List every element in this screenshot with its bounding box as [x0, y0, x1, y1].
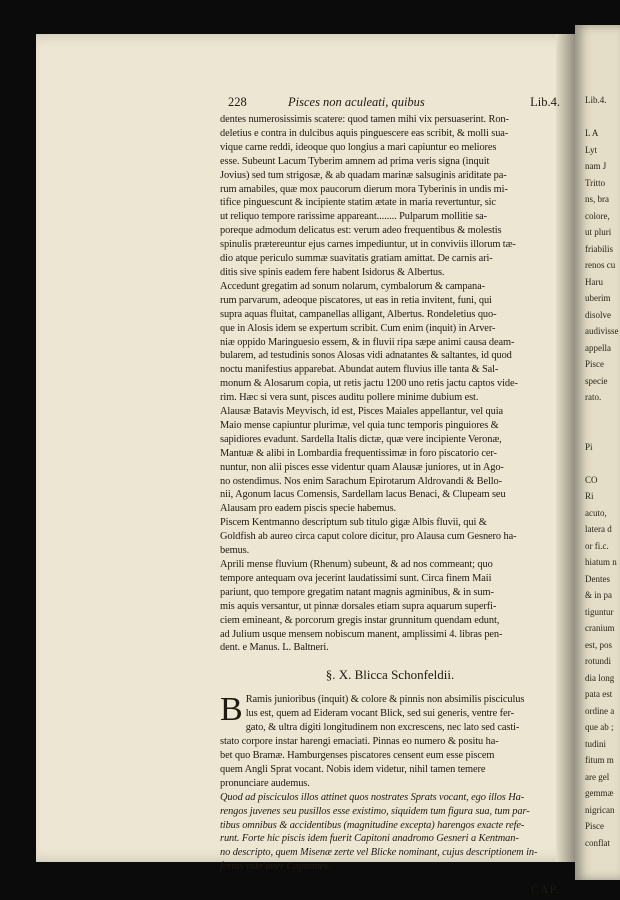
facing-page-line: or fi.c. — [585, 540, 609, 551]
facing-page-line: Haru — [585, 276, 603, 287]
text-line: quem Angli Sprat vocant. Nobis idem videtur, nihil tamen temere — [220, 763, 486, 775]
facing-page-line: & in pa — [585, 590, 612, 600]
facing-page-line: rato. — [585, 392, 602, 402]
facing-page-line: acuto, — [585, 507, 607, 518]
section-title: §. X. Blicca Schonfeldii. — [325, 667, 455, 683]
text-line: Quod ad pisciculos illos attinet quos nostrates Sprats vocant, ego illos Ha- — [220, 791, 525, 803]
text-line: Mantuæ & alibi in Lombardia frequentissimæ in foro piscatorio cer- — [220, 447, 497, 459]
body-text — [220, 113, 560, 655]
text-line: mis aquis versantur, ut pinnæ dorsales etiam supra aquarum superfi- — [220, 600, 497, 612]
facing-page-line: friabilis — [585, 243, 613, 254]
text-line: Alausæ Batavis Meyvisch, id est, Pisces Maiales appellantur, vel quia — [220, 406, 503, 418]
facing-page-line: Pisce — [585, 359, 604, 369]
facing-page-line: audivisse — [585, 326, 619, 336]
facing-page-line: Dentes — [585, 573, 610, 584]
section-text — [220, 693, 560, 874]
facing-page-line: pata est — [585, 689, 613, 699]
text-line: pariunt, quo tempore gregatim natant magnis agminibus, & in sum- — [220, 586, 494, 598]
text-line: bemus. — [220, 545, 250, 557]
facing-page-line: Pi — [585, 441, 593, 452]
facing-page-line: are gel — [585, 771, 610, 782]
text-line: ad Julium usque mensem nobiscum manent, amplissimi 4. libras pen- — [220, 628, 503, 640]
text-line: Maio mense capiuntur plurimæ, vel quia tunc temporis pinguiores & — [220, 419, 499, 431]
page-number: 228 — [228, 95, 247, 109]
facing-page-line: est, pos — [585, 639, 612, 650]
facing-page-line: specie — [585, 375, 608, 386]
text-line: Aprili mense fluvium (Rhenum) subeunt, & ad nos commeant; quo — [220, 559, 493, 570]
facing-page-line: appella — [585, 342, 611, 353]
text-line: sapidiores evadunt. Sardella Italis dictæ, quæ vere incipiente Veronæ, — [220, 433, 502, 445]
facing-page-line: que ab ; — [585, 722, 614, 732]
drop-cap: B — [220, 691, 243, 729]
text-line: rum parvarum, adeoque piscatores, ut eas in retia invitent, funi, qui — [220, 294, 492, 306]
facing-page-line: disolve — [585, 309, 611, 320]
book-number: Lib.4. — [530, 95, 560, 109]
text-line: esse. Subeunt Lacum Tyberim amnem ad prima veris signa (inquit — [220, 155, 490, 167]
text-line: spinulis prætereuntur ejus carnes impediuntur, ut in conviviis illorum tæ- — [220, 239, 516, 251]
facing-page-line: CO — [585, 474, 598, 485]
catchword: CAP. — [530, 882, 560, 897]
text-line: Alausam pro eadem piscis specie habemus. — [220, 503, 397, 515]
facing-page-line: conflat — [585, 837, 610, 848]
facing-page-line: Pisce — [585, 821, 604, 831]
text-line: rum amabiles, quæ mox paucorum dierum mora Tyberinis in undis mi- — [220, 183, 508, 195]
facing-page-line: ordine a — [585, 705, 615, 716]
text-line: runt. Forte hic piscis idem fuerit Capitoni anadromo Gesneri a Kentman- — [220, 833, 519, 845]
page-text — [220, 95, 560, 897]
text-line: poreque admodum delicatus est: verum adeo frequentibus & molestis — [220, 225, 502, 237]
text-line: tibus omnibus & accidentibus (magnitudine excepta) harengos exacte refe- — [220, 819, 525, 831]
text-line: ditis sive spinis eadem fere habent Isidorus & Albertus. — [220, 266, 445, 278]
facing-page-line: nam J — [585, 161, 607, 171]
facing-page-line: cranium — [585, 623, 615, 633]
text-line: deletius e contra in dulcibus aquis pinguescere eas scribit, & molli sua- — [220, 127, 509, 139]
facing-page-line: uberim — [585, 293, 611, 303]
text-line: Piscem Kentmanno descriptum sub titulo gigæ Albis fluvii, qui & — [220, 517, 487, 529]
facing-page — [575, 25, 620, 880]
facing-page-line: Lyt — [585, 144, 598, 155]
text-line: gato, & ultra digiti longitudinem non excrescens, nec lato sed casti- — [245, 722, 520, 734]
text-line: nuntur, non alii pisces esse videntur quam Alausæ juniores, ut in Ago- — [220, 461, 504, 473]
facing-page-line: latera d — [585, 524, 612, 534]
text-line: lus est, quem ad Eideram vocant Blick, sed sui generis, ventre fer- — [245, 708, 515, 720]
text-line: ciem emineant, & porcorum gregis instar grunnitum quendam edunt, — [220, 614, 500, 626]
text-line: pronunciare audemus. — [220, 777, 310, 789]
facing-page-line: L A — [585, 128, 599, 138]
text-line: no descripto, quem Misenæ zerte vel Blicke nominant, cujus descriptionem in- — [220, 847, 538, 859]
facing-page-line: hiatum n — [585, 557, 617, 567]
facing-page-line: colore, — [585, 210, 610, 221]
text-line: Accedunt gregatim ad sonum nolarum, cymbalorum & campana- — [220, 280, 485, 292]
facing-page-line: nigrican — [585, 804, 615, 815]
text-line: que in Alosis idem se expertum scribit. Cum enim (inquit) in Arver- — [220, 322, 496, 334]
text-line: rim. Hæc si vera sunt, pisces auditu pollere minime dubium est. — [220, 392, 479, 404]
facing-page-line: ut pluri — [585, 227, 612, 237]
text-line: monum & Alosarum copia, ut retis jactu 1200 uno retis jactu captos vide- — [220, 378, 518, 390]
facing-page-line: fitum m — [585, 755, 614, 765]
facing-page-line: tudini — [585, 738, 607, 749]
text-line: rengos juvenes seu pusillos esse existimo, siquidem tum figura sua, tum par- — [220, 805, 530, 817]
facing-page-line: renos cu — [585, 260, 616, 270]
text-line: tempore antequam ova jecerint laudatissimi sunt. Circa finem Maii — [220, 572, 492, 584]
facing-page-line: gemmæ — [585, 788, 614, 798]
facing-page-line: Ri — [585, 491, 594, 501]
text-line: niæ oppido Maringuesio essem, & in fluvii ripa sæpe animi causa deam- — [220, 336, 515, 348]
facing-page-line: tiguntur — [585, 606, 614, 617]
facing-page-line: Tritto — [585, 177, 606, 188]
facing-page-line: dia long — [585, 672, 615, 683]
text-line: ferius vide inter Capitones. — [220, 861, 331, 873]
facing-page-line: Lib.4. — [585, 95, 607, 105]
text-line: vique carne reddi, ideoque quo longius a mari capiuntur eo meliores — [220, 141, 497, 153]
text-line: nii, Agonum lacus Comensis, Sardellam lacus Benaci, & Clupeam seu — [220, 489, 506, 501]
facing-page-line: ns, bra — [585, 194, 609, 204]
text-line: ut reliquo tempore rarissime appareant........ Pulparum mollitie sa- — [220, 211, 488, 223]
text-line: bularem, ad testudinis sonos Alosas vidi adnatantes & saltantes, id quod — [220, 350, 512, 362]
text-line: Ramis junioribus (inquit) & colore & pinnis non absimilis pisciculus — [245, 694, 525, 706]
text-line: tifice pinguescunt & incipiente statim ætate in maria revertuntur, sic — [220, 197, 496, 209]
text-line: noctu manifestius apparebat. Abundat autem fluvius ille tanta & Sal- — [220, 364, 499, 376]
text-line: dio atque periculo summæ suavitatis gratiam amittat. De carnis ari- — [220, 253, 493, 265]
text-line: no ostendimus. Nos enim Sarachum Epirotarum Aldrovandi & Bello- — [220, 475, 502, 487]
text-line: stato corpore instar harengi emaciati. Pinnas eo numero & positu ha- — [220, 736, 499, 748]
facing-page-line: rotundi — [585, 656, 611, 666]
text-line: Goldfish ab aureo circa caput colore dicitur, pro Alausa cum Gesnero ha- — [220, 531, 517, 543]
running-title: Pisces non aculeati, quibus — [288, 95, 425, 109]
text-line: bet quo Bramæ. Hamburgenses piscatores censent eum esse piscem — [220, 749, 495, 761]
text-line: supra aquas fluitat, campanellas alligant, Albertus. Rondeletius quo- — [220, 308, 497, 320]
text-line: Jovius) sed tum strigosæ, & ab quadam marinæ salsuginis ariditate pa- — [220, 169, 507, 181]
text-line: dentes numerosissimis scatere: quod tamen mihi vix persuaserint. Ron- — [220, 114, 509, 125]
text-line: dent. e Manus. L. Baltneri. — [220, 642, 329, 654]
page-header — [220, 95, 560, 111]
